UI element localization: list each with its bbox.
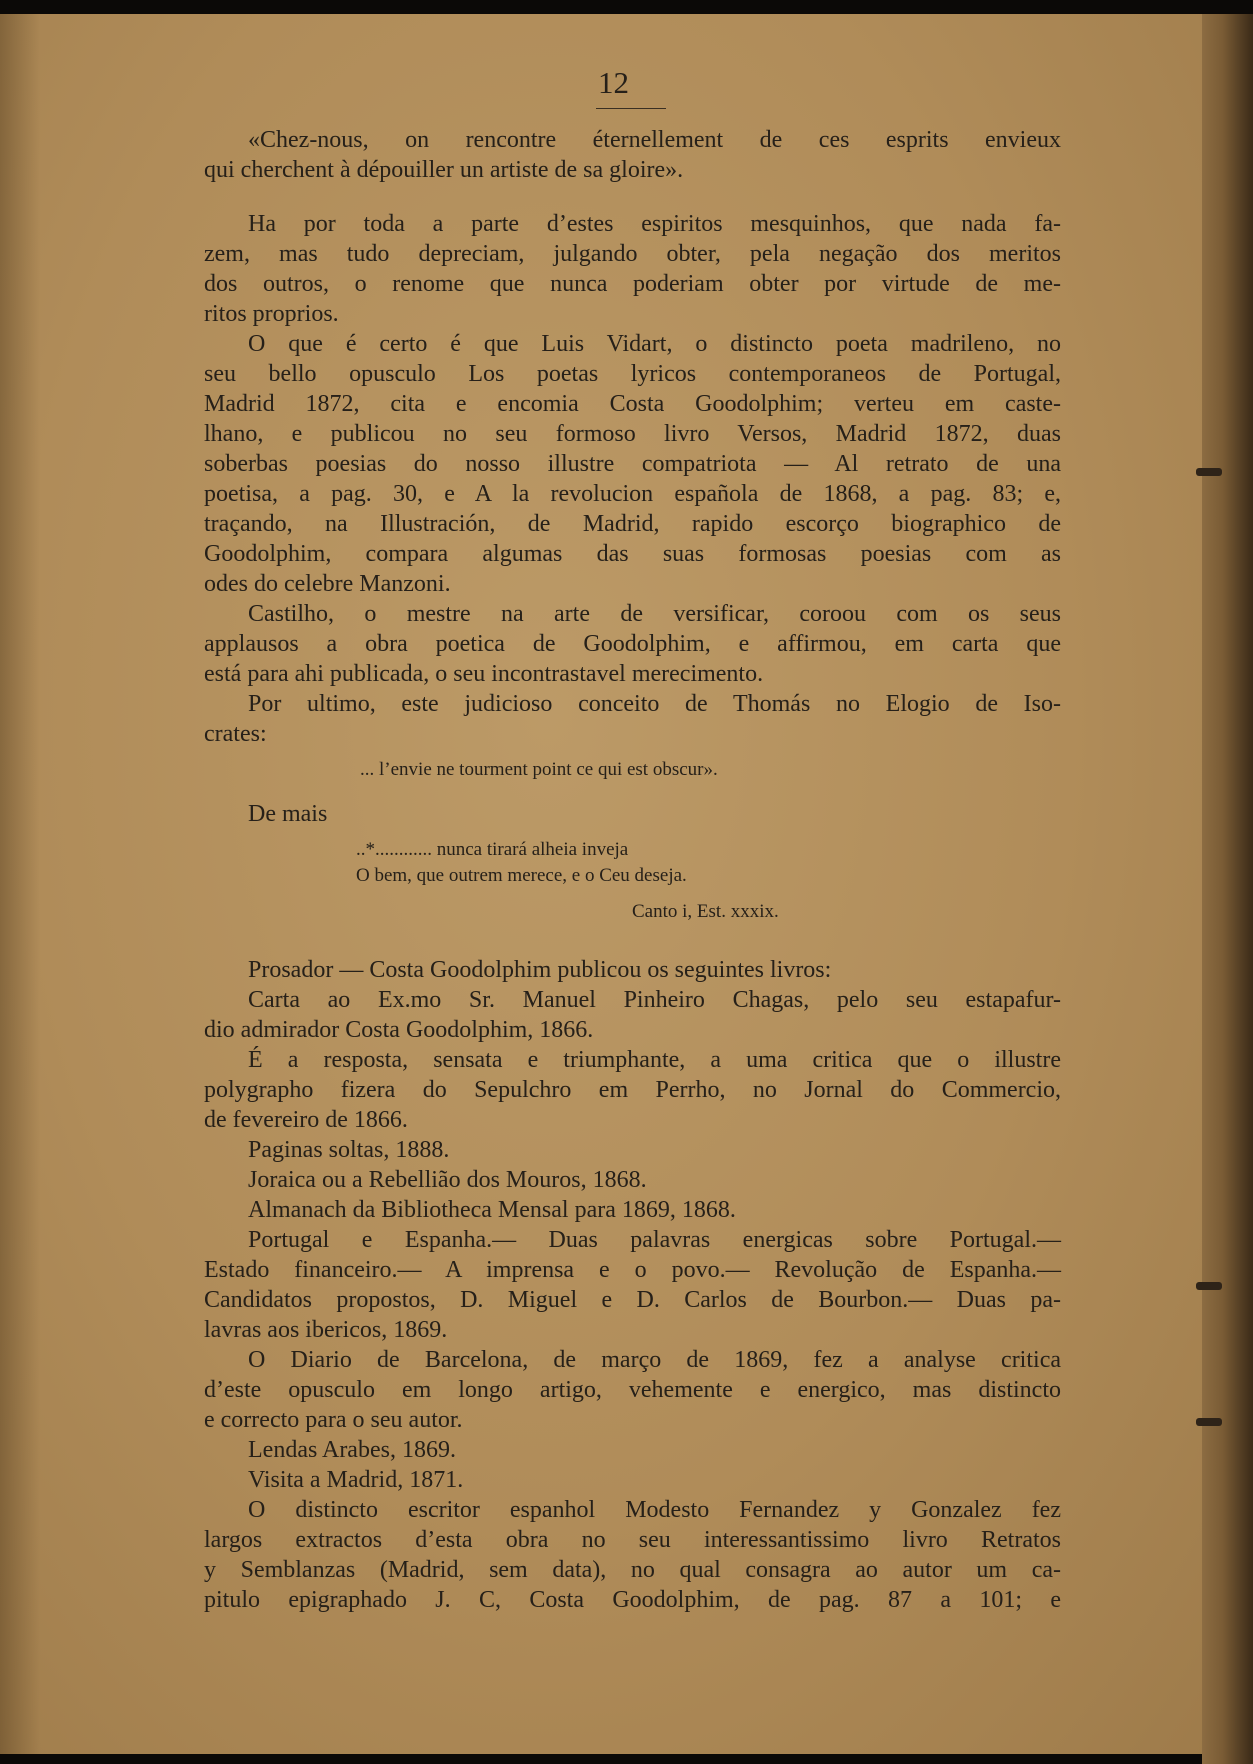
text-line: de fevereiro de 1866. bbox=[204, 1107, 408, 1133]
binding-gutter bbox=[1202, 14, 1253, 1764]
text-line: Joraica ou a Rebellião dos Mouros, 1868. bbox=[248, 1167, 647, 1193]
page-number-rule bbox=[596, 108, 666, 109]
text-line: Lendas Arabes, 1869. bbox=[248, 1437, 456, 1463]
page-number: 12 bbox=[598, 65, 629, 100]
page-edge-shadow bbox=[0, 14, 40, 1754]
text-line: Ha por toda a parte d’estes espiritos mesquinhos, que nada fa- bbox=[248, 211, 1061, 237]
binding-stitch bbox=[1196, 1418, 1222, 1426]
text-line: está para ahi publicada, o seu incontrastavel merecimento. bbox=[204, 661, 764, 687]
text-line: qui cherchent à dépouiller un artiste de sa gloire». bbox=[204, 157, 684, 183]
text-line: Por ultimo, este judicioso conceito de Thomás no Elogio de Iso- bbox=[248, 691, 1061, 717]
text-line: Portugal e Espanha.— Duas palavras energicas sobre Portugal.— bbox=[248, 1227, 1061, 1253]
text-line: applausos a obra poetica de Goodolphim, e affirmou, em carta que bbox=[204, 631, 1061, 657]
text-line: O distincto escritor espanhol Modesto Fernandez y Gonzalez fez bbox=[248, 1497, 1061, 1523]
text-line: Prosador — Costa Goodolphim publicou os seguintes livros: bbox=[248, 957, 832, 983]
binding-stitch bbox=[1196, 468, 1222, 476]
text-line: De mais bbox=[248, 801, 328, 827]
text-line: Candidatos propostos, D. Miguel e D. Carlos de Bourbon.— Duas pa- bbox=[204, 1287, 1061, 1313]
text-line: Madrid 1872, cita e encomia Costa Goodolphim; verteu em caste- bbox=[204, 391, 1061, 417]
text-line: Visita a Madrid, 1871. bbox=[248, 1467, 464, 1493]
text-line: O Diario de Barcelona, de março de 1869, fez a analyse critica bbox=[248, 1347, 1061, 1373]
text-line: Goodolphim, compara algumas das suas formosas poesias com as bbox=[204, 541, 1061, 567]
text-line: O bem, que outrem merece, e o Ceu deseja. bbox=[356, 865, 687, 886]
text-line: lhano, e publicou no seu formoso livro Versos, Madrid 1872, duas bbox=[204, 421, 1061, 447]
text-line: zem, mas tudo depreciam, julgando obter, pela negação dos meritos bbox=[204, 241, 1061, 267]
text-line: O que é certo é que Luis Vidart, o distincto poeta madrileno, no bbox=[248, 331, 1061, 357]
text-line: soberbas poesias do nosso illustre compatriota — Al retrato de una bbox=[204, 451, 1061, 477]
text-line: largos extractos d’esta obra no seu interessantissimo livro Retratos bbox=[204, 1527, 1061, 1553]
text-line: «Chez-nous, on rencontre éternellement de ces esprits envieux bbox=[248, 127, 1061, 153]
text-line: polygrapho fizera do Sepulchro em Perrho, no Jornal do Commercio, bbox=[204, 1077, 1061, 1103]
text-line: ... l’envie ne tourment point ce qui est obscur». bbox=[360, 759, 718, 780]
text-line: d’este opusculo em longo artigo, vehemente e energico, mas distincto bbox=[204, 1377, 1061, 1403]
text-line: Canto i, Est. xxxix. bbox=[632, 901, 779, 922]
text-line: Carta ao Ex.mo Sr. Manuel Pinheiro Chagas, pelo seu estapafur- bbox=[248, 987, 1061, 1013]
text-line: odes do celebre Manzoni. bbox=[204, 571, 451, 597]
text-line: seu bello opusculo Los poetas lyricos contemporaneos de Portugal, bbox=[204, 361, 1061, 387]
text-line: Castilho, o mestre na arte de versificar, coroou com os seus bbox=[248, 601, 1061, 627]
text-line: dio admirador Costa Goodolphim, 1866. bbox=[204, 1017, 594, 1043]
text-line: Almanach da Bibliotheca Mensal para 1869, 1868. bbox=[248, 1197, 736, 1223]
text-line: Paginas soltas, 1888. bbox=[248, 1137, 450, 1163]
binding-stitch bbox=[1196, 1282, 1222, 1290]
text-line: ..*............ nunca tirará alheia inveja bbox=[356, 839, 629, 860]
text-line: dos outros, o renome que nunca poderiam obter por virtude de me- bbox=[204, 271, 1061, 297]
book-page bbox=[0, 14, 1218, 1754]
text-line: y Semblanzas (Madrid, sem data), no qual consagra ao autor um ca- bbox=[204, 1557, 1061, 1583]
text-line: crates: bbox=[204, 721, 267, 747]
text-line: lavras aos ibericos, 1869. bbox=[204, 1317, 448, 1343]
text-line: É a resposta, sensata e triumphante, a uma critica que o illustre bbox=[248, 1047, 1061, 1073]
text-line: poetisa, a pag. 30, e A la revolucion española de 1868, a pag. 83; e, bbox=[204, 481, 1061, 507]
text-line: ritos proprios. bbox=[204, 301, 339, 327]
text-line: traçando, na Illustración, de Madrid, rapido escorço biographico de bbox=[204, 511, 1061, 537]
text-line: pitulo epigraphado J. C, Costa Goodolphim, de pag. 87 a 101; e bbox=[204, 1587, 1061, 1613]
text-line: e correcto para o seu autor. bbox=[204, 1407, 463, 1433]
text-line: Estado financeiro.— A imprensa e o povo.— Revolução de Espanha.— bbox=[204, 1257, 1061, 1283]
